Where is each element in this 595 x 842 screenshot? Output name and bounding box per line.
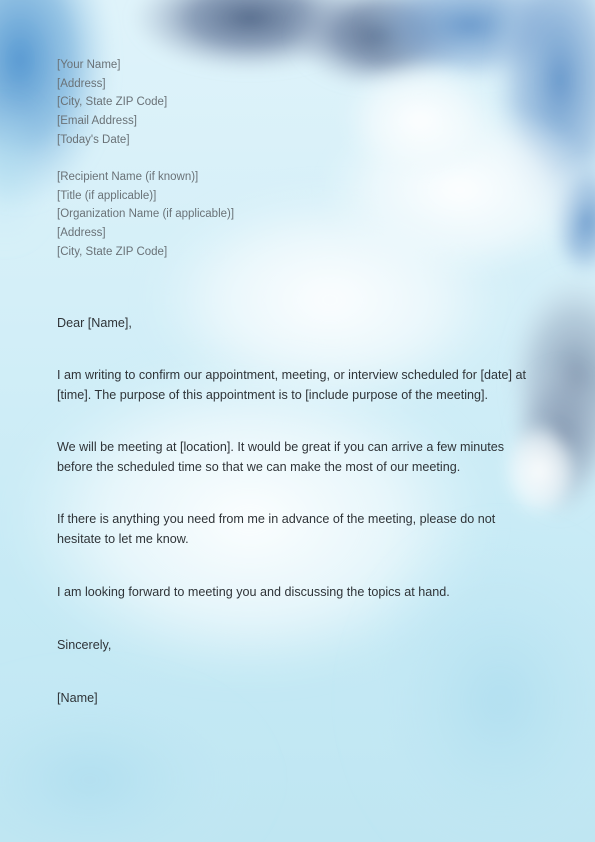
letter-date: [Today's Date] bbox=[57, 133, 130, 146]
closing: Sincerely, bbox=[57, 637, 112, 652]
signature-name: [Name] bbox=[57, 690, 98, 705]
recipient-address: [Address] bbox=[57, 227, 106, 240]
recipient-title: [Title (if applicable)] bbox=[57, 189, 157, 202]
sender-city-state-zip: [City, State ZIP Code] bbox=[57, 96, 168, 109]
sender-block bbox=[57, 56, 537, 150]
letter-content bbox=[57, 56, 537, 708]
recipient-organization: [Organization Name (if applicable)] bbox=[57, 208, 235, 221]
sender-address: [Address] bbox=[57, 77, 106, 90]
body-paragraph-4: I am looking forward to meeting you and discussing the topics at hand. bbox=[57, 584, 450, 599]
recipient-name: [Recipient Name (if known)] bbox=[57, 171, 199, 184]
recipient-block bbox=[57, 168, 537, 262]
body-paragraph-2: We will be meeting at [location]. It would be great if you can arrive a few minutes before the scheduled time so that we can make the most of our meeting. bbox=[57, 439, 505, 474]
body-paragraph-3: If there is anything you need from me in advance of the meeting, please do not hesitate to let me know. bbox=[57, 511, 496, 546]
body-paragraph-1: I am writing to confirm our appointment, meeting, or interview scheduled for [date] at [time]. The purpose of this appointment is to [include purpose of the meeting]. bbox=[57, 367, 526, 402]
salutation: Dear [Name], bbox=[57, 315, 132, 330]
sender-email: [Email Address] bbox=[57, 115, 137, 128]
recipient-city-state-zip: [City, State ZIP Code] bbox=[57, 245, 168, 258]
sender-name: [Your Name] bbox=[57, 59, 121, 71]
